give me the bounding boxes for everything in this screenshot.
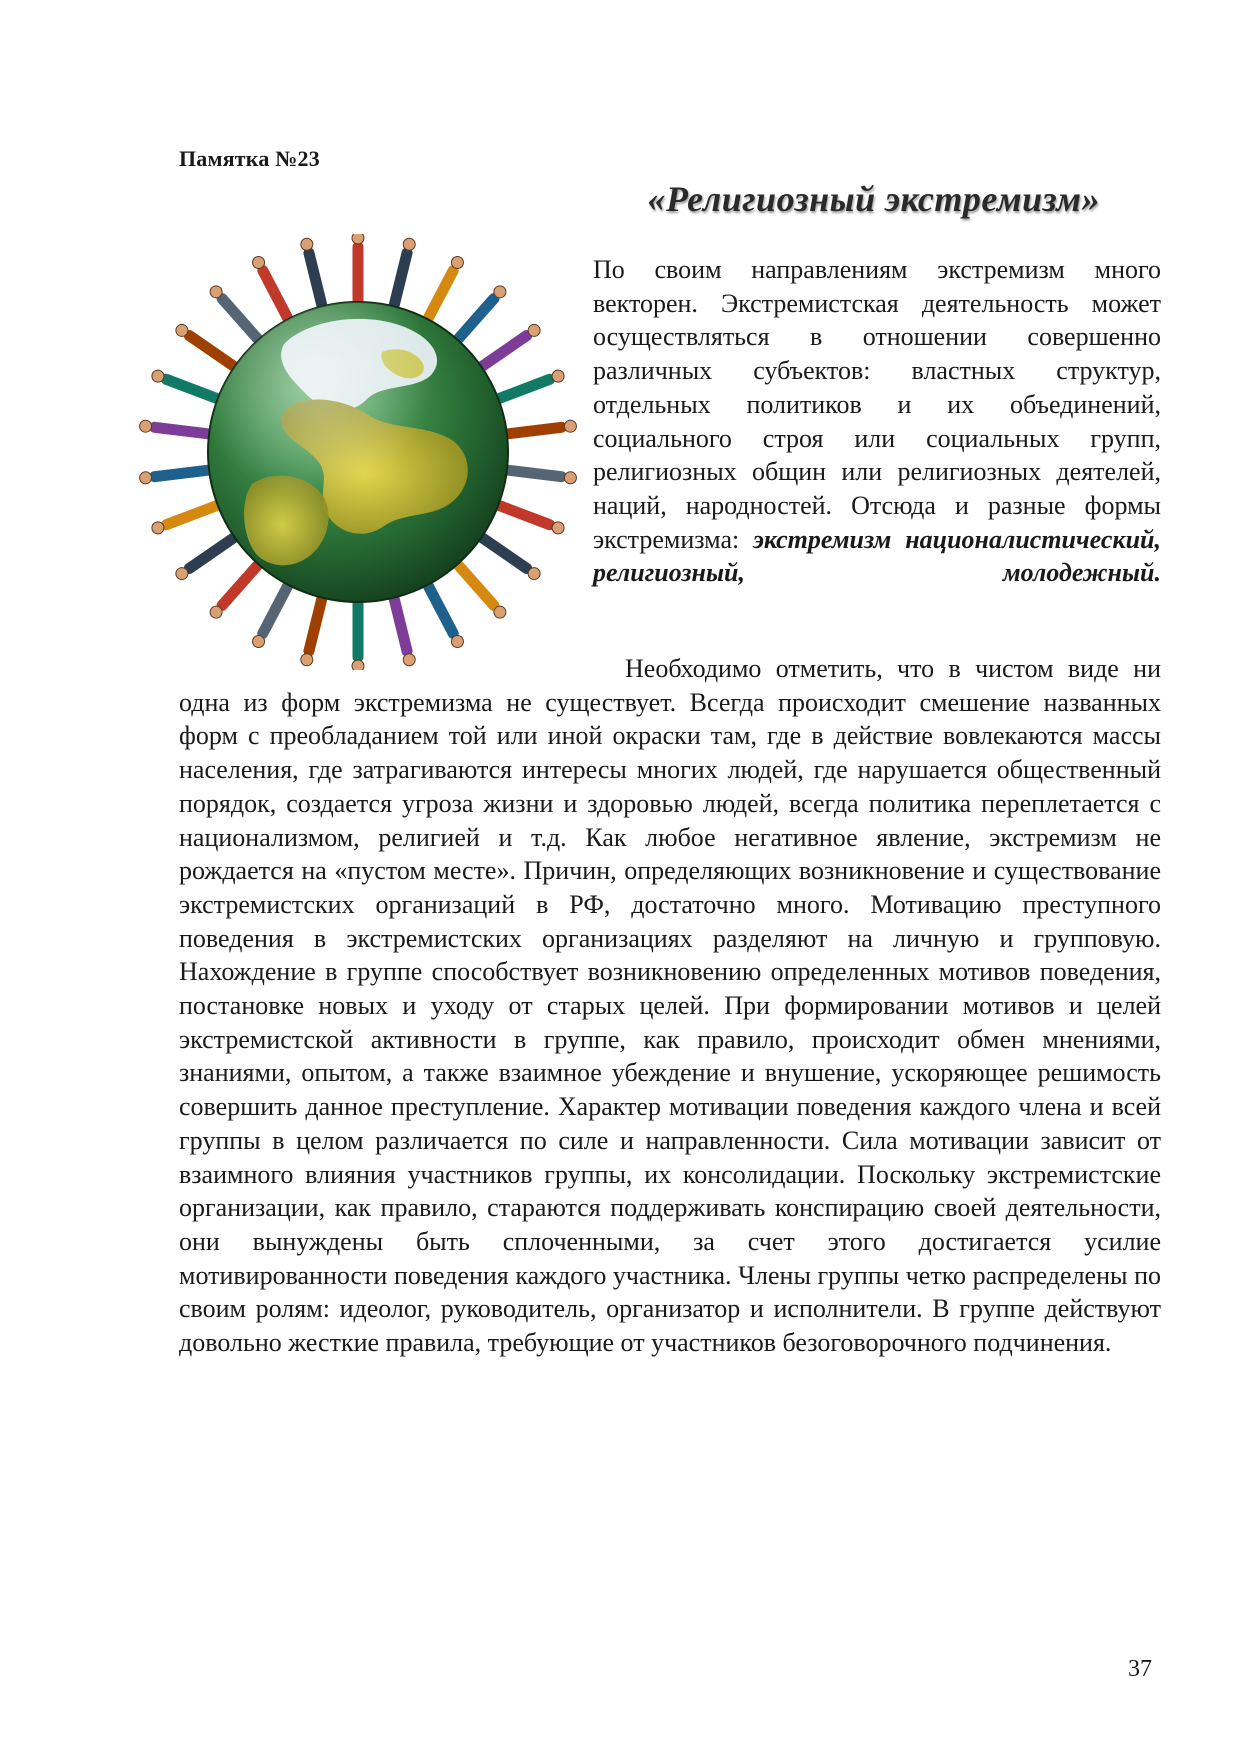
person-head — [552, 370, 564, 382]
person-head — [253, 635, 265, 647]
person-figure — [509, 427, 562, 433]
person-head — [552, 522, 564, 534]
person-figure — [394, 600, 407, 651]
person-head — [494, 606, 506, 618]
page-number: 37 — [1128, 1656, 1152, 1682]
person-figure — [263, 587, 288, 634]
person-head — [253, 257, 265, 269]
person-head — [152, 522, 164, 534]
person-head — [564, 472, 576, 484]
person-figure — [483, 336, 527, 366]
person-figure — [189, 538, 233, 568]
main-paragraph — [179, 652, 1161, 1360]
person-head — [403, 238, 415, 250]
person-head — [494, 286, 506, 298]
person-head — [210, 606, 222, 618]
person-figure — [189, 336, 233, 366]
person-figure — [154, 470, 207, 476]
memo-label: Памятка №23 — [179, 146, 320, 171]
person-head — [451, 257, 463, 269]
person-figure — [459, 299, 494, 339]
person-figure — [500, 506, 550, 525]
person-head — [210, 286, 222, 298]
person-head — [352, 234, 364, 244]
person-figure — [429, 587, 454, 634]
person-head — [564, 420, 576, 432]
person-figure — [459, 566, 494, 606]
person-figure — [483, 538, 527, 568]
person-head — [301, 238, 313, 250]
intro-paragraph — [593, 253, 1161, 590]
person-figure — [309, 600, 322, 651]
person-figure — [222, 299, 257, 339]
person-head — [451, 635, 463, 647]
person-head — [152, 370, 164, 382]
person-figure — [500, 379, 550, 398]
intro-emphasis: экстремизм националистический, религиозный, молодежный. — [593, 524, 1162, 588]
person-head — [528, 568, 540, 580]
person-head — [528, 324, 540, 336]
page-title: «Религиозный экстремизм» — [647, 179, 1100, 219]
intro-text: По своим направлениям экстремизм много векторен. Экстремистская деятельность может осуществляться в отношении совершенно различных субъектов: властных структур, отдельных политиков и их объединений, социального строя или социальных групп, религиозных общин или религиозных деятелей, наций, народностей. Отсюда и разные формы экстремизма: — [593, 255, 1161, 554]
person-figure — [166, 379, 216, 398]
globe-with-people-icon — [134, 234, 582, 670]
person-head — [140, 420, 152, 432]
person-head — [140, 472, 152, 484]
person-head — [176, 568, 188, 580]
person-figure — [263, 270, 288, 317]
main-text: Необходимо отметить, что в чистом виде ни одна из форм экстремизма не существует. Всегда происходит смешение названных форм с преобладанием той или иной окраски там, где в действие вовлекаются массы населения, где затрагиваются интересы многих людей, где нарушается общественный порядок, создается угроза жизни и здоровью людей, всегда политика переплетается с национализмом, религией и т.д. Как любое негативное явление, экстремизм не рождается на «пустом месте». Причин, определяющих возникновение и существование экстремистских организаций в РФ, достаточно много. Мотивацию преступного поведения в экстремистских организациях разделяют на личную и групповую. Нахождение в группе способствует возникновению определенных мотивов поведения, постановке новых и уходу от старых целей. При формировании мотивов и целей экстремистской активности в группе, как правило, происходит обмен мнениями, знаниями, опытом, а также взаимное убеждение и внушение, ускоряющее решимость совершить данное преступление. Характер мотивации поведения каждого члена и всей группы в целом различается по силе и направленности. Сила мотивации зависит от взаимного влияния участников группы, их консолидации. Поскольку экстремистские организации, как правило, стараются поддерживать конспирацию своей деятельности, они вынуждены быть сплоченными, за счет этого достигается усилие мотивированности поведения каждого участника. Члены группы четко распределены по своим ролям: идеолог, руководитель, организатор и исполнители. В группе действуют довольно жесткие правила, требующие от участников безоговорочного подчинения. — [179, 654, 1161, 1358]
person-figure — [429, 270, 454, 317]
person-figure — [166, 506, 216, 525]
person-figure — [222, 566, 257, 606]
person-figure — [509, 470, 562, 476]
person-figure — [394, 253, 407, 304]
person-figure — [154, 427, 207, 433]
person-figure — [309, 253, 322, 304]
person-head — [176, 324, 188, 336]
